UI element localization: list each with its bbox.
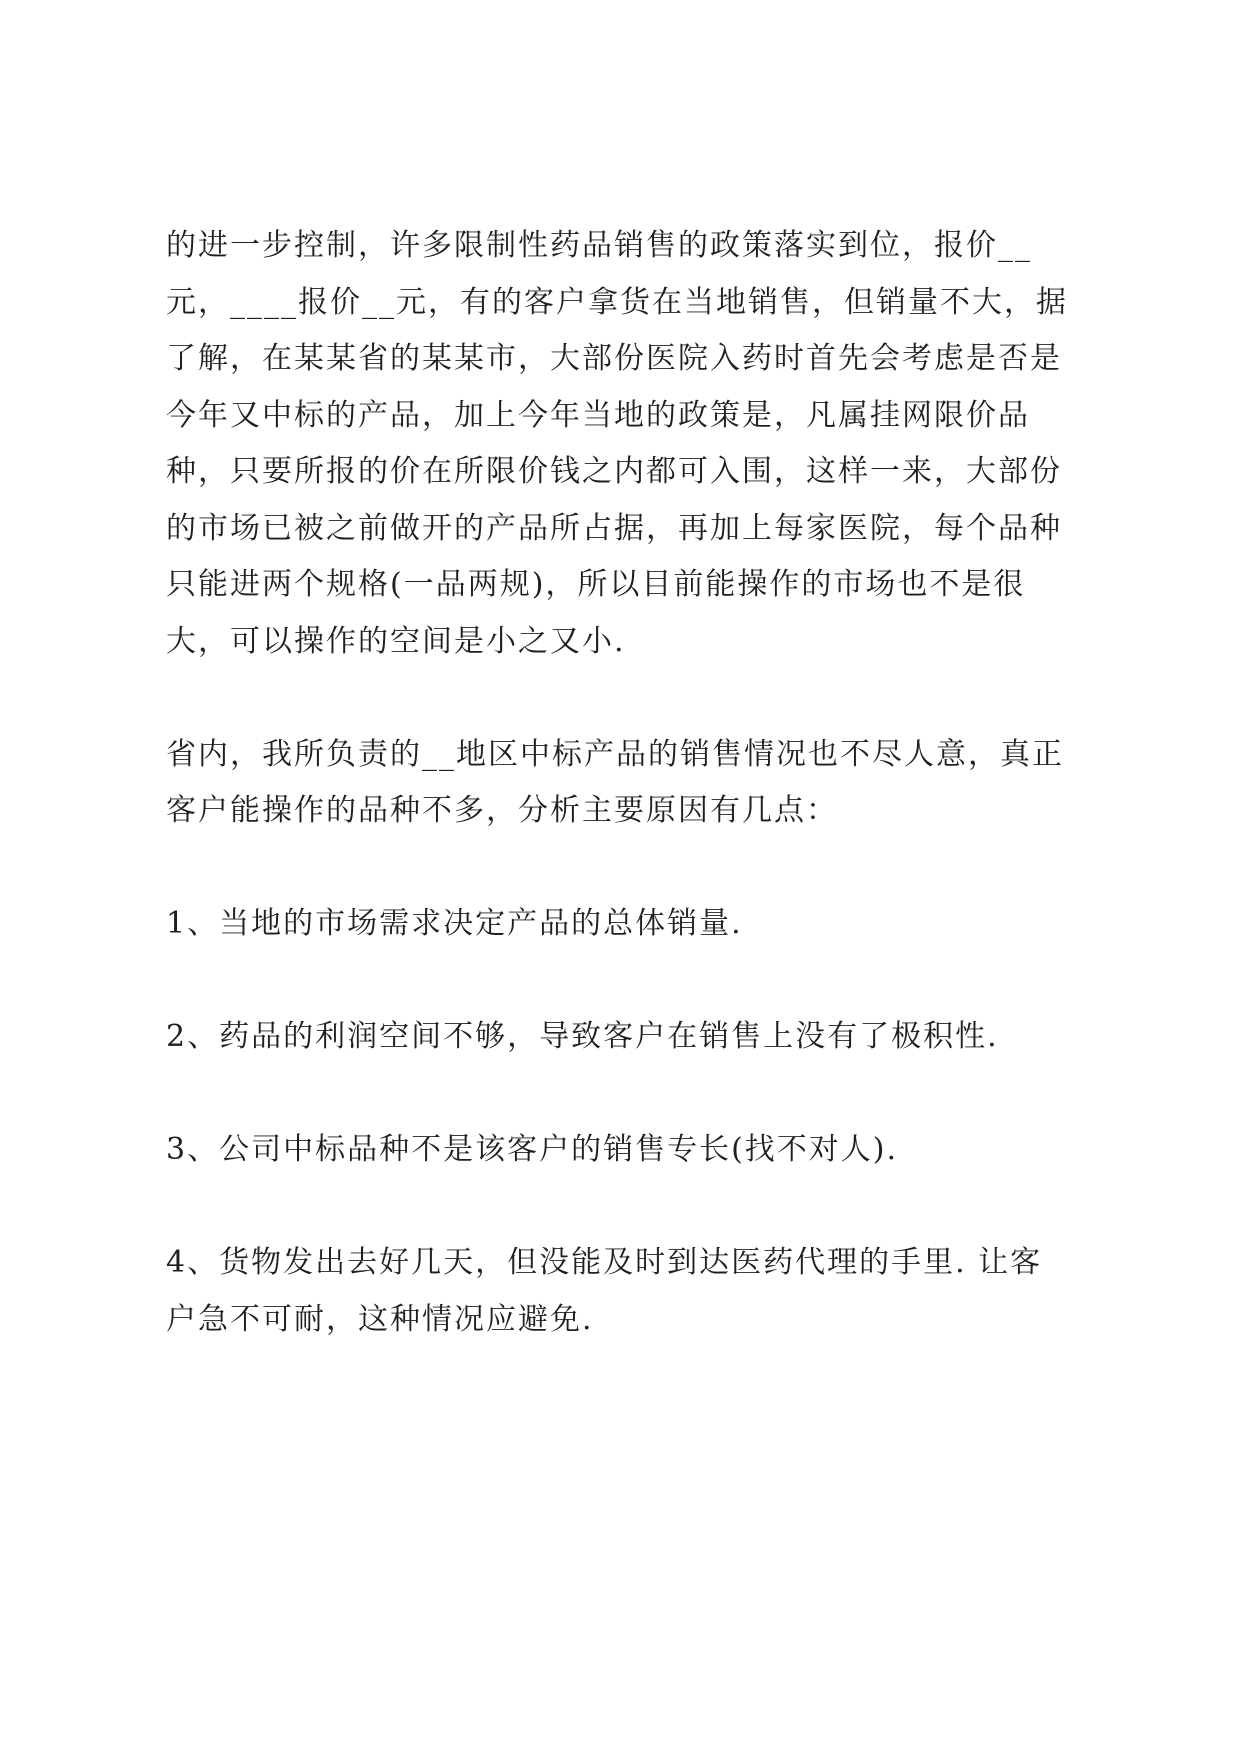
text-line: 大，可以操作的空间是小之又小. bbox=[166, 623, 626, 659]
text-line: 只能进两个规格(一品两规)，所以目前能操作的市场也不是很 bbox=[166, 567, 1026, 602]
list-item-2 bbox=[166, 1009, 1102, 1066]
text-line: 的进一步控制，许多限制性药品销售的政策落实到位，报价__ bbox=[166, 228, 1032, 263]
text-line: 1、当地的市场需求决定产品的总体销量. bbox=[166, 906, 743, 941]
paragraph-spacer bbox=[166, 670, 1102, 727]
text-line: 种，只要所报的价在所限价钱之内都可入围，这样一来，大部份 bbox=[166, 454, 1062, 489]
text-line: 了解，在某某省的某某市，大部份医院入药时首先会考虑是否是 bbox=[166, 341, 1062, 376]
list-item-3 bbox=[166, 1122, 1102, 1179]
paragraph-spacer bbox=[166, 953, 1102, 1010]
text-line: 今年又中标的产品，加上今年当地的政策是，凡属挂网限价品 bbox=[166, 397, 1030, 433]
text-line: 元，____报价__元，有的客户拿货在当地销售，但销量不大，据 bbox=[166, 284, 1068, 320]
text-line: 2、药品的利润空间不够，导致客户在销售上没有了极积性. bbox=[166, 1019, 999, 1054]
paragraph-spacer bbox=[166, 1066, 1102, 1123]
list-item-1 bbox=[166, 896, 1102, 953]
paragraph-regional-sales bbox=[166, 727, 1102, 840]
paragraph-market-policy bbox=[166, 218, 1102, 670]
text-line: 的市场已被之前做开的产品所占据，再加上每家医院，每个品种 bbox=[166, 510, 1062, 546]
text-line: 客户能操作的品种不多，分析主要原因有几点： bbox=[166, 793, 838, 828]
text-line: 省内，我所负责的__地区中标产品的销售情况也不尽人意，真正 bbox=[166, 736, 1064, 772]
paragraph-spacer bbox=[166, 1179, 1102, 1236]
document-body bbox=[166, 218, 1102, 1348]
text-line: 户急不可耐，这种情况应避免. bbox=[166, 1301, 594, 1337]
text-line: 4、货物发出去好几天，但没能及时到达医药代理的手里. 让客 bbox=[166, 1245, 1043, 1280]
list-item-4 bbox=[166, 1235, 1102, 1348]
text-line: 3、公司中标品种不是该客户的销售专长(找不对人). bbox=[166, 1132, 899, 1167]
paragraph-spacer bbox=[166, 840, 1102, 897]
